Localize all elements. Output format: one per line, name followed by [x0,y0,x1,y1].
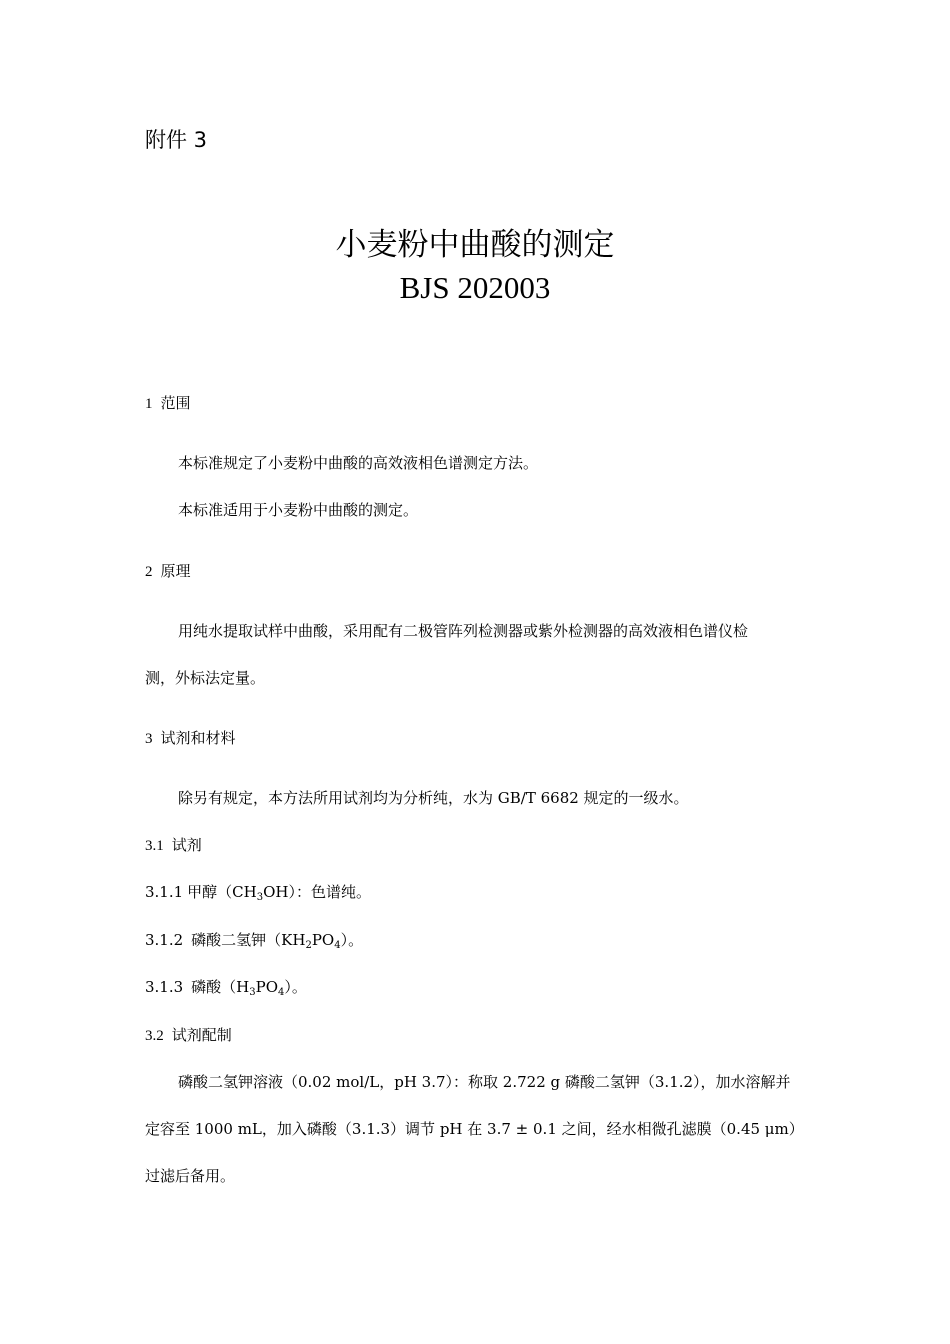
section-title: 试剂 [171,836,202,854]
standard-code: BJS 202003 [399,270,551,305]
subsection-3-2-heading [145,1024,232,1045]
section-3-2-paragraph-line-3: 过滤后备用。 [145,1167,236,1185]
section-3-2-paragraph-line-2: 定容至 1000 mL，加入磷酸（3.1.3）调节 pH 在 3.7 ± 0.1 之间，经水相微孔滤膜（0.45 μm） [145,1120,804,1138]
section-title: 范围 [160,394,191,412]
section-2-paragraph-line-2: 测，外标法定量。 [145,669,266,687]
section-number: 3 [145,731,153,747]
document-title: 小麦粉中曲酸的测定 [335,227,615,263]
section-3-paragraph-1: 除另有规定，本方法所用试剂均为分析纯，水为 GB/T 6682 规定的一级水。 [178,789,689,807]
section-number: 3.2 [145,1028,164,1044]
item-3-1-1: 3.1.1 甲醇$(CH_3OH)$：色谱纯。 [145,883,371,903]
annex-label: 附件 3 [145,128,208,152]
section-2-heading [145,560,191,581]
subsection-3-1-heading [145,834,202,855]
section-3-heading [145,727,236,748]
section-title: 试剂和材料 [160,729,236,747]
section-2-paragraph-line-1: 用纯水提取试样中曲酸，采用配有二极管阵列检测器或紫外检测器的高效液相色谱仪检 [178,622,749,640]
item-3-1-2: 3.1.2 磷酸二氢钾$(KH_2PO_4)$。 [145,931,364,951]
section-number: 1 [145,396,153,412]
item-3-1-3: 3.1.3 磷酸$(H_3PO_4)$。 [145,978,307,998]
section-title: 试剂配制 [171,1026,232,1044]
section-1-paragraph-1: 本标准规定了小麦粉中曲酸的高效液相色谱测定方法。 [178,454,539,472]
section-3-2-paragraph-line-1: 磷酸二氢钾溶液（0.02 mol/L，pH 3.7）：称取 2.722 g 磷酸二氢钾（3.1.2），加水溶解并 [178,1073,791,1091]
section-number: 3.1 [145,838,164,854]
section-number: 2 [145,564,153,580]
section-title: 原理 [160,562,191,580]
section-1-paragraph-2: 本标准适用于小麦粉中曲酸的测定。 [178,501,419,519]
section-1-heading [145,392,191,413]
